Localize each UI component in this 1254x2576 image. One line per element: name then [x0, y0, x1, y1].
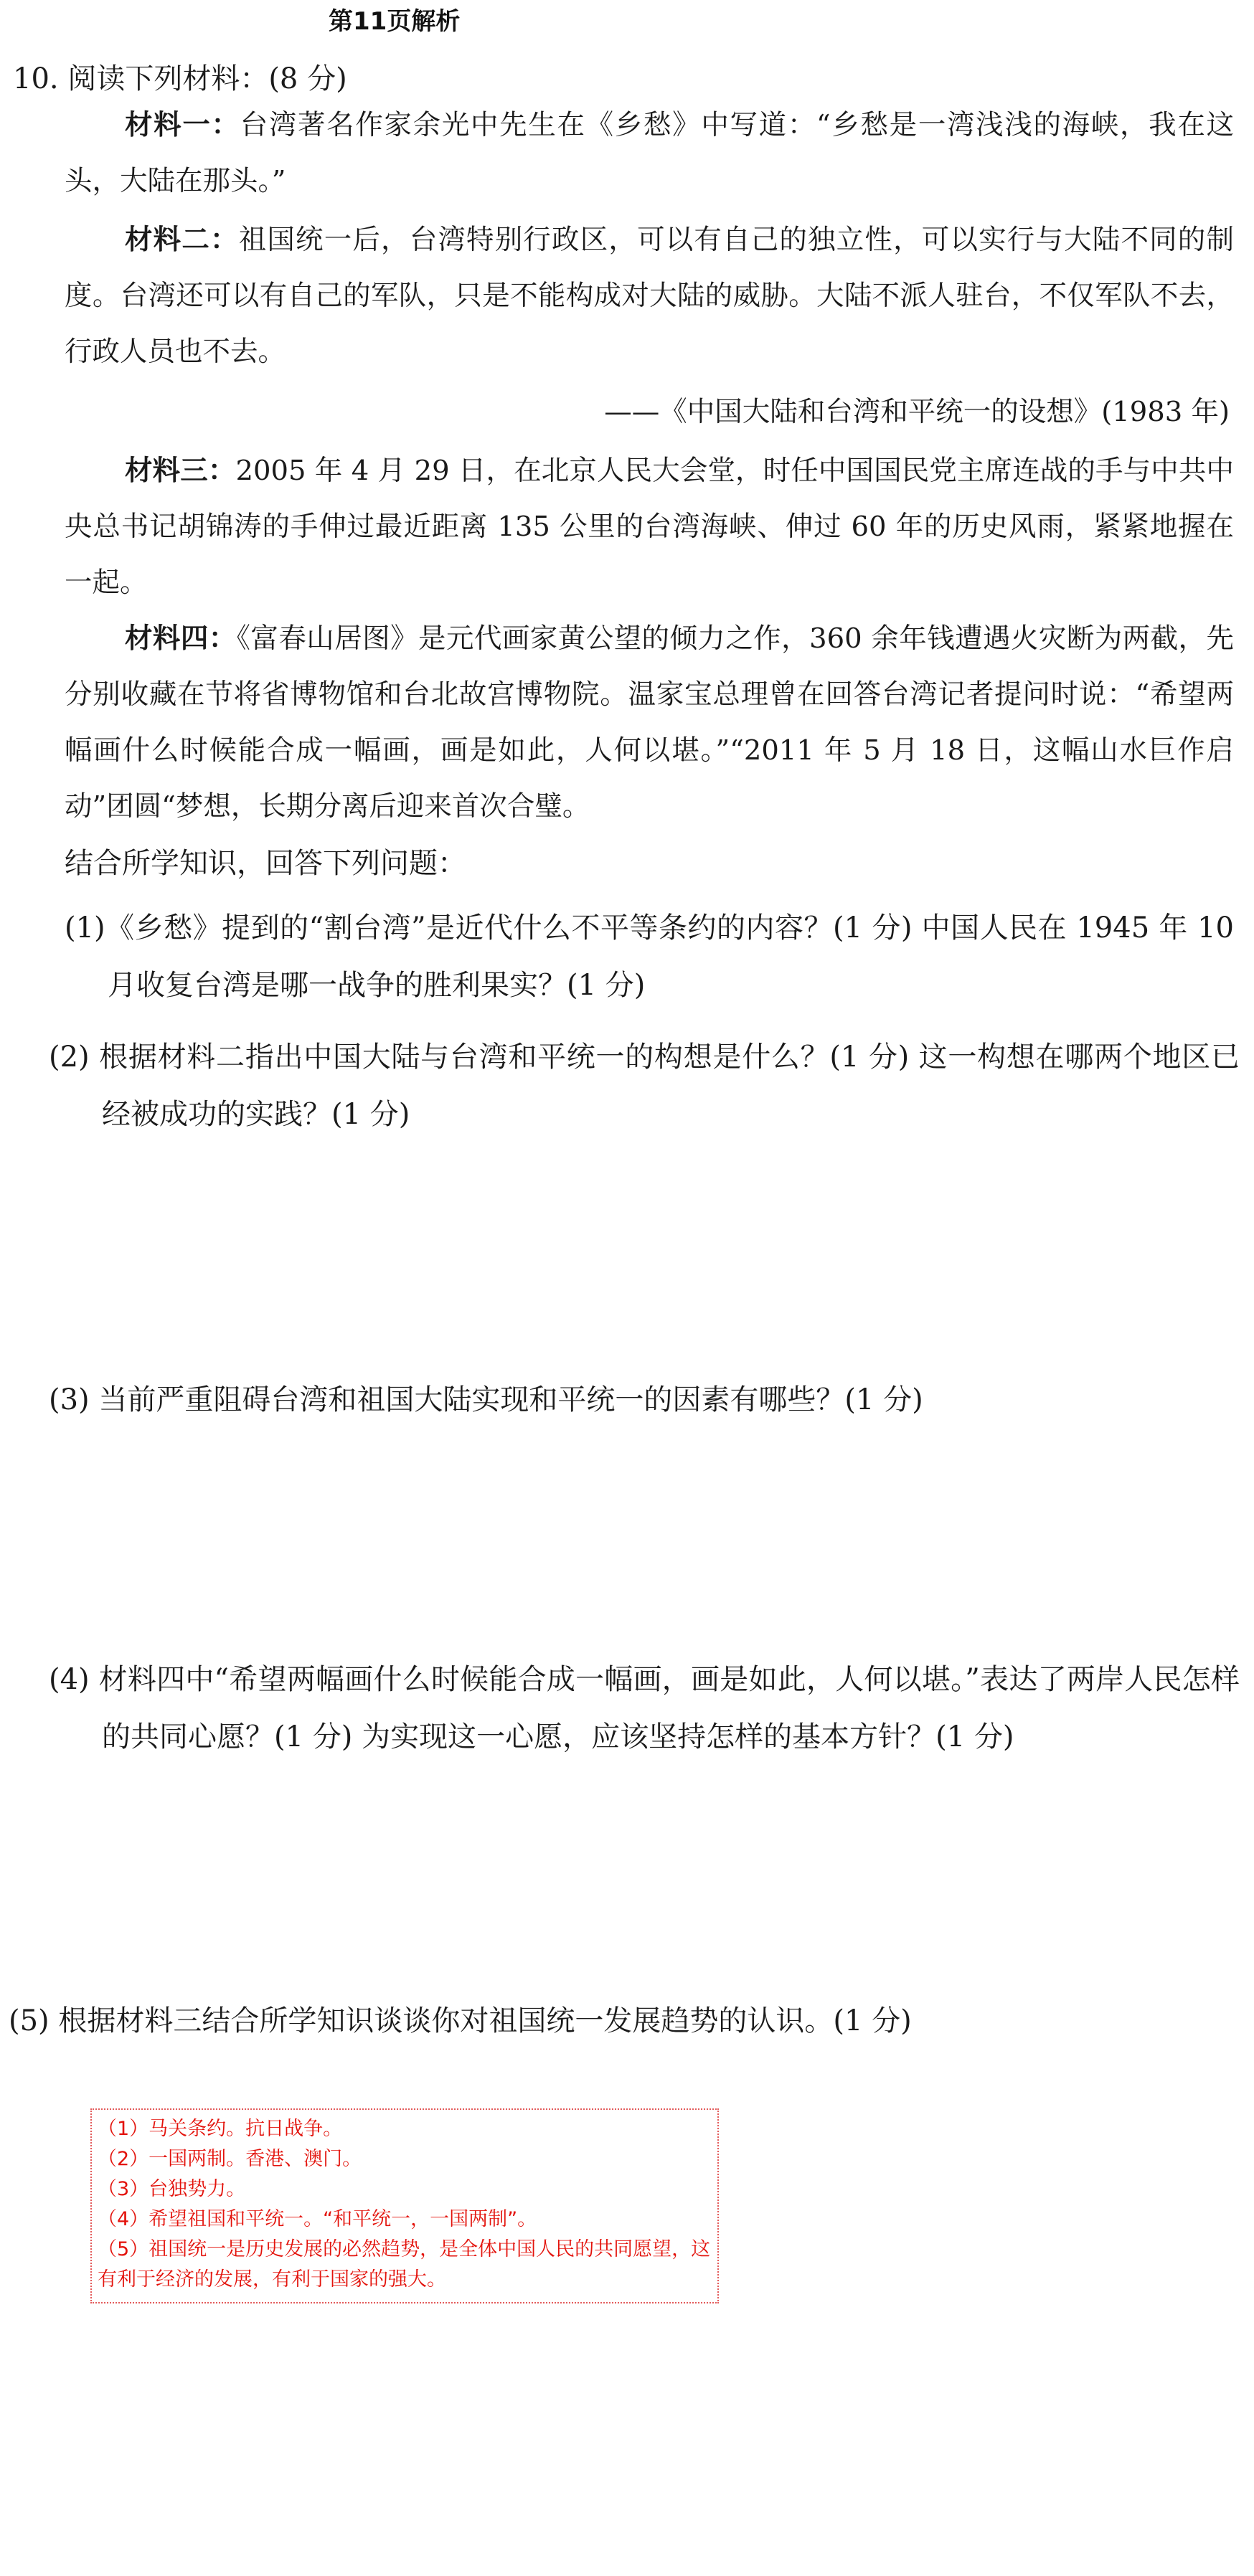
- answer-3: （3）台独势力。: [98, 2178, 246, 2200]
- answer-5: （5）祖国统一是历史发展的必然趋势，是全体中国人民的共同愿望，这有利于经济的发展，有利于国家的强大。: [98, 2238, 711, 2291]
- answer-2: （2）一国两制。香港、澳门。: [98, 2148, 362, 2170]
- subquestion-5: (5) 根据材料三结合所学知识谈谈你对祖国统一发展趋势的认识。(1 分): [9, 2004, 912, 2037]
- subquestion-2: (2) 根据材料二指出中国大陆与台湾和平统一的构想是什么？(1 分) 这一构想在哪两个地区已经被成功的实践？(1 分): [49, 1041, 1240, 1131]
- material-text: 2005 年 4 月 29 日，在北京人民大会堂，时任中国国民党主席连战的手与中共中央总书记胡锦涛的手伸过最近距离 135 公里的台湾海峡、伸过 60 年的历史风雨，紧紧地握在一起。: [65, 455, 1234, 599]
- material-text: 台湾著名作家余光中先生在《乡愁》中写道：“乡愁是一湾浅浅的海峡，我在这头，大陆在那头。”: [65, 109, 1234, 197]
- material-source: ——《中国大陆和台湾和平统一的设想》(1983 年): [604, 396, 1230, 428]
- material-label: 材料二：: [125, 224, 239, 256]
- material-one: [65, 98, 1234, 209]
- material-four: [65, 611, 1234, 835]
- answer-4: （4）希望祖国和平统一。“和平统一，一国两制”。: [98, 2208, 537, 2230]
- instruction: 结合所学知识，回答下列问题：: [65, 847, 466, 880]
- material-two: [65, 212, 1234, 380]
- page-header: 第11页解析: [329, 7, 461, 36]
- material-label: 材料一：: [125, 109, 240, 141]
- answer-1: （1）马关条约。抗日战争。: [98, 2118, 343, 2140]
- subquestion-3: (3) 当前严重阻碍台湾和祖国大陆实现和平统一的因素有哪些？(1 分): [49, 1383, 923, 1416]
- material-label: 材料四：: [125, 622, 237, 655]
- question-title: 10. 阅读下列材料：(8 分): [13, 62, 347, 95]
- material-label: 材料三：: [125, 455, 236, 487]
- subquestion-4: (4) 材料四中“希望两幅画什么时候能合成一幅画，画是如此，人何以堪。”表达了两岸人民怎样的共同心愿？(1 分) 为实现这一心愿，应该坚持怎样的基本方针？(1 分): [49, 1663, 1240, 1753]
- material-text: 《富春山居图》是元代画家黄公望的倾力之作，360 余年钱遭遇火灾断为两截，先分别收藏在节将省博物馆和台北故宫博物院。温家宝总理曾在回答台湾记者提问时说：“希望两幅画什么时候能合成一幅画，画是如此，人何以堪。”“2011 年 5 月 18 日，这幅山水巨作启动”团圆“梦想，长期分离后迎来首次合璧。: [65, 622, 1234, 823]
- material-three: [65, 443, 1234, 611]
- answer-box: [90, 2108, 719, 2303]
- subquestion-1: (1)《乡愁》提到的“割台湾”是近代什么不平等条约的内容？(1 分) 中国人民在 1945 年 10 月收复台湾是哪一战争的胜利果实？(1 分): [65, 911, 1234, 1002]
- material-text: 祖国统一后，台湾特别行政区，可以有自己的独立性，可以实行与大陆不同的制度。台湾还可以有自己的军队，只是不能构成对大陆的威胁。大陆不派人驻台，不仅军队不去，行政人员也不去。: [65, 224, 1234, 368]
